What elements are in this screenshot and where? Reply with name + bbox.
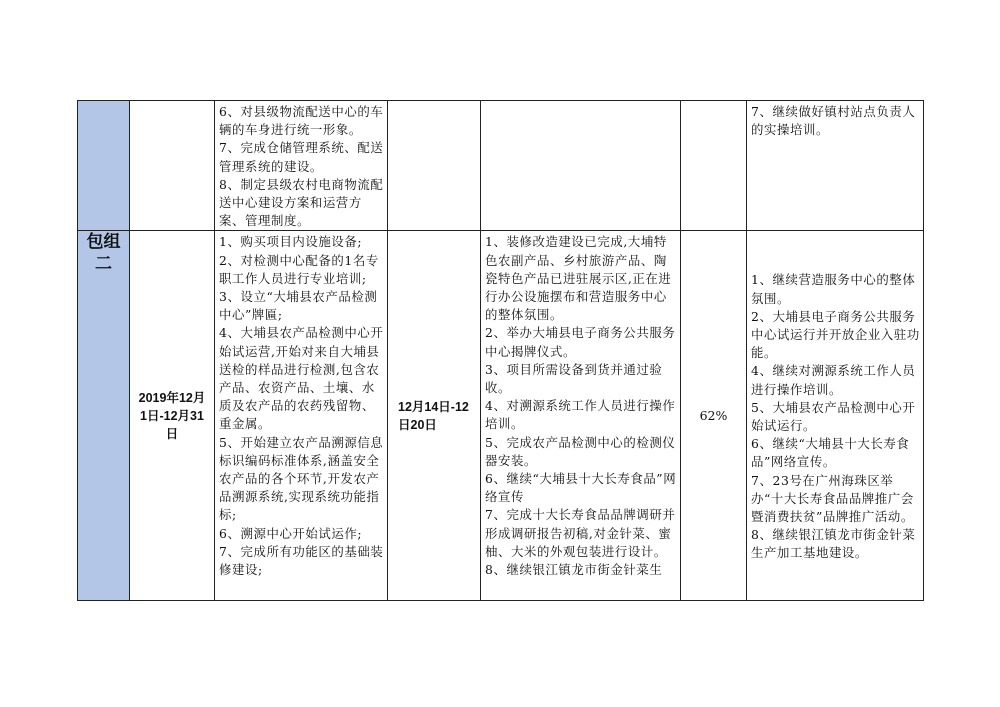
list-item: 1、继续营造服务中心的整体氛围。 [751,272,916,306]
next-plan-cell [747,231,924,601]
list-item: 4、大埔县农产品检测中心开始试运营,开始对来自大埔县送检的样品进行检测,包含农产品、农资产品、土壤、水质及农产品的农药残留物、重金属。 [219,325,384,432]
percent-value: 62% [699,408,728,424]
list-item: 2、举办大埔县电子商务公共服务中心揭牌仪式。 [485,325,676,359]
list-item: 3、设立“大埔县农产品检测中心”牌匾; [219,289,378,323]
list-item: 4、继续对溯源系统工作人员进行操作培训。 [751,363,916,397]
report-date-text: 12月14日-12日20日 [398,399,469,432]
list-item: 7、完成十大长寿食品品牌调研并形成调研报告初稿,对金针菜、蜜柚、大米的外观包装进行设计。 [485,507,676,559]
table-row [78,101,924,231]
group-cell [78,231,130,601]
list-item: 7、23号在广州海珠区举办“十大长寿食品品牌推广会暨消费扶贫”品牌推广活动。 [751,472,914,524]
period-cell [130,231,215,601]
list-item: 1、购买项目内设施设备; [219,234,363,250]
list-item: 2、大埔县电子商务公共服务中心试运行并开放企业入驻功能。 [751,308,920,361]
list-item: 5、开始建立农产品溯源信息标识编码标准体系,涵盖安全农产品的各个环节,开发农产品溯源系统,实现系统功能指标; [219,434,384,523]
progress-table [77,100,924,601]
report-date-cell [388,231,481,601]
list-item: 8、继续银江镇龙市街金针菜生 [485,562,663,578]
plan-cell [215,231,388,601]
progress-cell [481,231,681,601]
period-cell [130,101,215,231]
list-item: 7、完成所有功能区的基础装修建设; [219,543,384,578]
list-item: 5、完成农产品检测中心的检测仪器安装。 [485,434,676,468]
list-item: 2、对检测中心配备的1名专职工作人员进行专业培训; [219,252,379,286]
list-item: 8、制定县级农村电商物流配送中心建设方案和运营方案、管理制度。 [219,176,384,229]
list-item: 1、装修改造建设已完成,大埔特色农副产品、乡村旅游产品、陶瓷特色产品已进驻展示区,正在进行办公设施摆布和营造服务中心的整体氛围。 [485,234,672,323]
group-label: 包组二 [86,232,121,275]
list-item: 8、继续银江镇龙市街金针菜生产加工基地建设。 [751,527,916,561]
list-item: 6、溯源中心开始试运作; [219,525,363,541]
list-item: 6、对县级物流配送中心的车辆的车身进行统一形象。 [219,104,384,138]
period-text: 2019年12月1日-12月31日 [138,390,206,441]
plan-cell [215,101,388,231]
percent-cell [681,231,747,601]
list-item: 4、对溯源系统工作人员进行操作培训。 [485,398,676,432]
list-item: 5、大埔县农产品检测中心开始试运行。 [751,399,916,433]
list-item: 6、继续“大埔县十大长寿食品”网络宣传。 [751,436,910,470]
list-item: 6、继续“大埔县十大长寿食品”网络宣传 [485,471,677,505]
next-plan-cell [747,101,924,231]
report-date-cell [388,101,481,231]
percent-cell [681,101,747,231]
list-item: 7、完成仓储管理系统、配送管理系统的建设。 [219,140,384,174]
table-row [78,231,924,601]
group-cell [78,101,130,231]
list-item: 7、继续做好镇村站点负责人的实操培训。 [751,104,916,138]
list-item: 3、项目所需设备到货并通过验收。 [485,361,663,396]
progress-cell [481,101,681,231]
